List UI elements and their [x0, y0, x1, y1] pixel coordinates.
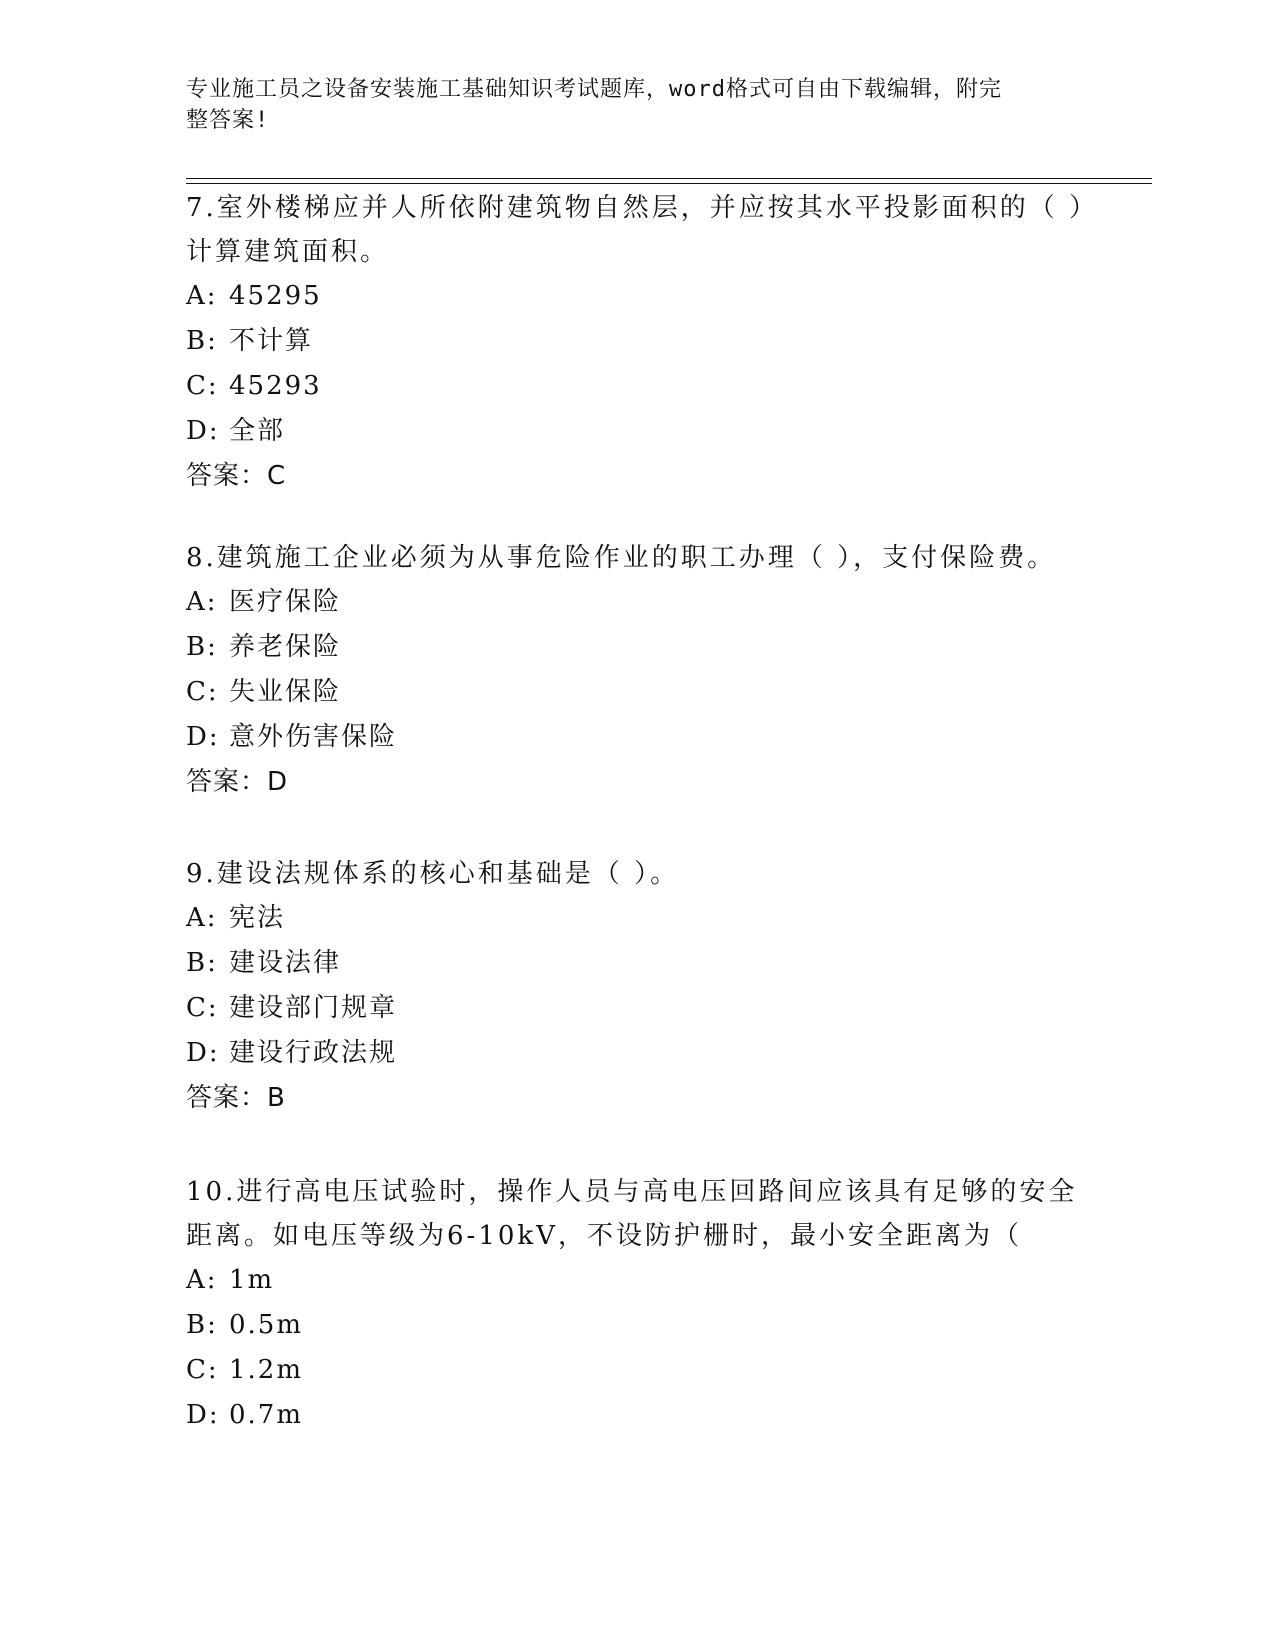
question-text: 8.建筑施工企业必须为从事危险作业的职工办理（ ），支付保险费。	[186, 543, 1057, 573]
option-text: 1.2m	[229, 1355, 304, 1385]
option-letter: A:	[186, 1265, 218, 1295]
question-text: 9.建设法规体系的核心和基础是（ ）。	[186, 859, 680, 889]
header-divider-bottom	[186, 183, 1152, 184]
option-text: 45295	[229, 281, 322, 311]
option-letter: C:	[186, 371, 219, 401]
header-divider-top	[186, 178, 1152, 179]
option-letter: C:	[186, 1355, 219, 1385]
option-text: 失业保险	[229, 677, 342, 707]
option-letter: C:	[186, 993, 219, 1023]
option-d	[186, 1393, 1086, 1438]
question-8	[186, 536, 1086, 805]
option-a	[186, 896, 1086, 941]
option-letter: A:	[186, 281, 218, 311]
option-c	[186, 986, 1086, 1031]
option-letter: A:	[186, 587, 218, 617]
option-text: 0.7m	[229, 1400, 304, 1430]
option-d	[186, 1031, 1086, 1076]
option-letter: B:	[186, 1310, 218, 1340]
option-a	[186, 274, 1086, 319]
option-text: 不计算	[229, 326, 314, 356]
option-b	[186, 319, 1086, 364]
option-c	[186, 1348, 1086, 1393]
answer: 答案：B	[186, 1083, 286, 1113]
option-text: 养老保险	[229, 632, 342, 662]
option-letter: D:	[186, 1400, 220, 1430]
option-d	[186, 715, 1086, 760]
option-a	[186, 1258, 1086, 1303]
question-9	[186, 852, 1086, 1121]
option-text: 45293	[229, 371, 322, 401]
option-c	[186, 364, 1086, 409]
option-text: 建设部门规章	[229, 993, 398, 1023]
question-7	[186, 186, 1086, 499]
option-b	[186, 625, 1086, 670]
option-text: 意外伤害保险	[229, 722, 398, 752]
option-text: 0.5m	[229, 1310, 304, 1340]
option-letter: D:	[186, 722, 220, 752]
question-text: 7.室外楼梯应并人所依附建筑物自然层，并应按其水平投影面积的（ ）计算建筑面积。	[186, 193, 1086, 267]
header-title-line1: 专业施工员之设备安装施工基础知识考试题库，word格式可自由下载编辑，附完	[186, 77, 1002, 102]
answer: 答案：C	[186, 461, 287, 491]
option-letter: D:	[186, 416, 220, 446]
header-title-line2: 整答案!	[186, 108, 270, 133]
option-letter: C:	[186, 677, 219, 707]
option-c	[186, 670, 1086, 715]
option-letter: D:	[186, 1038, 220, 1068]
option-text: 全部	[229, 416, 286, 446]
option-text: 建设法律	[229, 948, 342, 978]
option-letter: B:	[186, 948, 218, 978]
document-header	[186, 74, 1066, 136]
option-text: 宪法	[229, 903, 286, 933]
option-text: 建设行政法规	[229, 1038, 398, 1068]
option-b	[186, 1303, 1086, 1348]
option-b	[186, 941, 1086, 986]
option-text: 医疗保险	[229, 587, 342, 617]
answer: 答案：D	[186, 767, 289, 797]
option-letter: B:	[186, 632, 218, 662]
question-text: 10.进行高电压试验时，操作人员与高电压回路间应该具有足够的安全距离。如电压等级为6-10kV，不设防护栅时，最小安全距离为（	[186, 1177, 1078, 1251]
option-d	[186, 409, 1086, 454]
option-letter: A:	[186, 903, 218, 933]
option-a	[186, 580, 1086, 625]
option-letter: B:	[186, 326, 218, 356]
question-10	[186, 1170, 1086, 1438]
option-text: 1m	[229, 1265, 275, 1295]
